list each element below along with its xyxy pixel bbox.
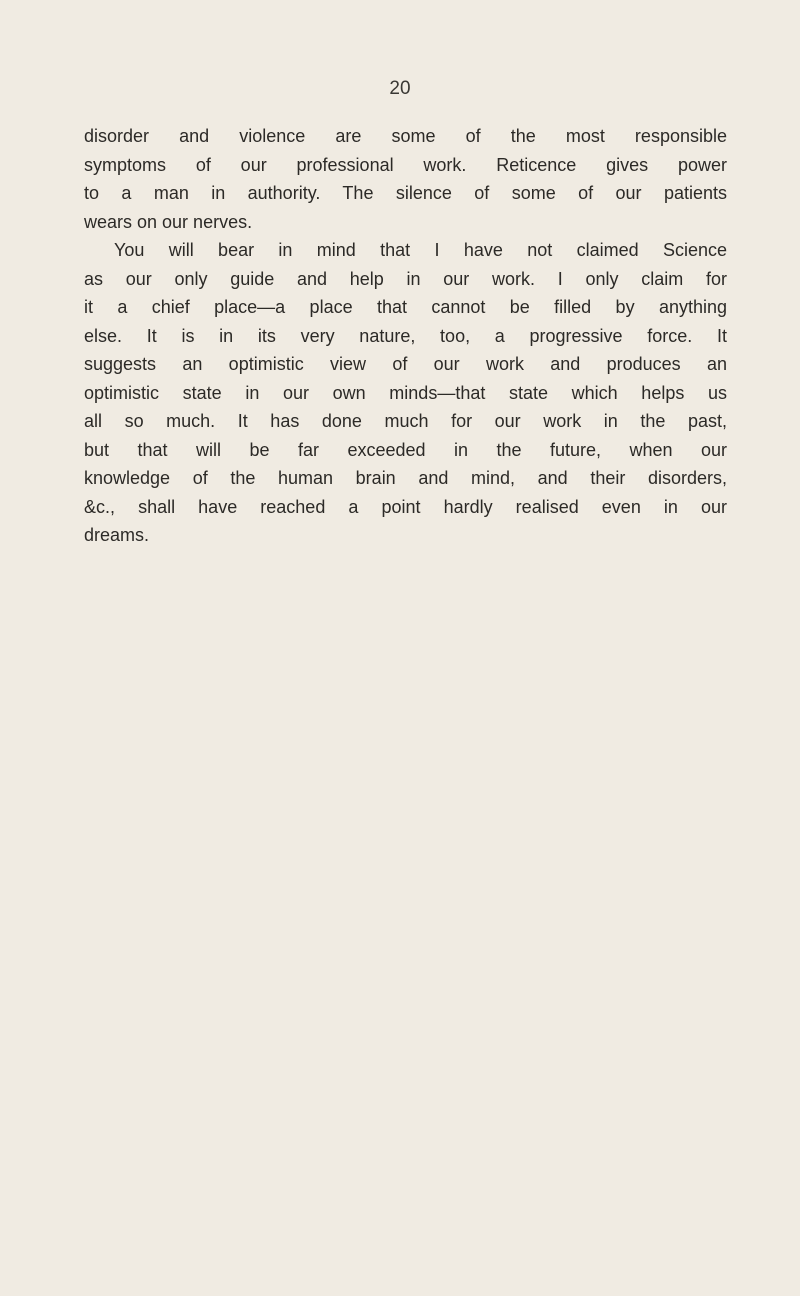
text-line: but that will be far exceeded in the future, when our	[84, 439, 727, 460]
text-line: suggests an optimistic view of our work and produces an	[84, 354, 727, 374]
paragraph-start-line: You will bear in mind that I have not claimed Science	[114, 240, 727, 260]
text-line: symptoms of our professional work. Reticence gives power	[84, 154, 727, 175]
text-line: &c., shall have reached a point hardly realised even in our	[84, 496, 727, 517]
text-line: all so much. It has done much for our work in the past,	[84, 411, 727, 431]
text-line: as our only guide and help in our work. I only claim for	[84, 268, 727, 289]
page-number: 20	[389, 78, 411, 99]
text-line: knowledge of the human brain and mind, and their disorders,	[84, 468, 727, 488]
text-line: wears on our nerves.	[84, 211, 253, 232]
text-line: dreams.	[84, 525, 150, 545]
body-text	[84, 122, 727, 550]
text-line: to a man in authority. The silence of some of our patients	[84, 183, 727, 203]
text-line: it a chief place—a place that cannot be filled by anything	[84, 297, 727, 317]
text-line: disorder and violence are some of the most responsible	[84, 126, 727, 146]
text-line: optimistic state in our own minds—that state which helps us	[84, 382, 727, 403]
text-line: else. It is in its very nature, too, a progressive force. It	[84, 325, 727, 346]
